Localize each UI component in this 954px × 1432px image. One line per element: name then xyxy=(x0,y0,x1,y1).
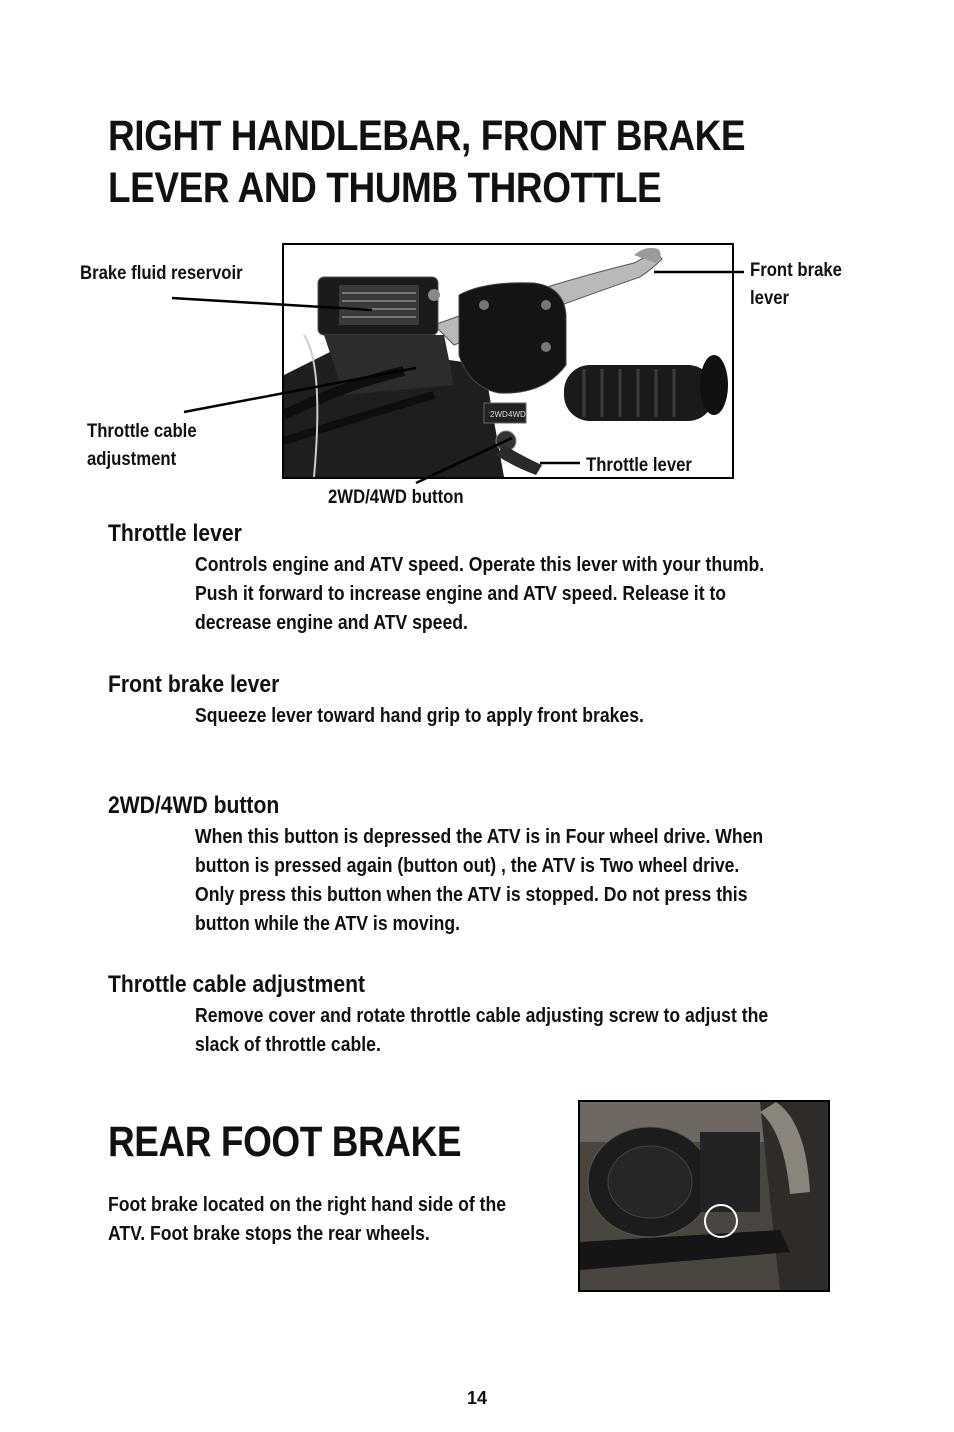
entry-heading-2wd-4wd-button: 2WD/4WD button xyxy=(108,792,280,819)
handlebar-illustration xyxy=(284,245,732,477)
section-title-line2: LEVER AND THUMB THROTTLE xyxy=(108,164,662,212)
callout-2wd-4wd-button: 2WD/4WD button xyxy=(328,487,464,508)
foot-brake-illustration xyxy=(580,1102,828,1290)
section-title-rear-foot-brake: REAR FOOT BRAKE xyxy=(108,1118,462,1166)
entry-heading-throttle-cable-adjustment: Throttle cable adjustment xyxy=(108,971,366,998)
photo-4wd-label: 4WD xyxy=(508,410,526,419)
section-title-line1: RIGHT HANDLEBAR, FRONT BRAKE xyxy=(108,112,746,160)
callout-throttle-cable-adjustment xyxy=(87,418,197,474)
rear-foot-brake-body xyxy=(108,1191,506,1249)
callout-throttle-lever: Throttle lever xyxy=(586,455,692,476)
entry-body-throttle-cable-adjustment xyxy=(195,1002,768,1060)
entry-body-front-brake-lever xyxy=(195,702,644,731)
entry-line: ATV. Foot brake stops the rear wheels. xyxy=(108,1223,430,1245)
entry-heading-front-brake-lever: Front brake lever xyxy=(108,671,280,698)
entry-body-2wd-4wd-button xyxy=(195,823,763,939)
foot-brake-photo xyxy=(578,1100,830,1292)
entry-line: Remove cover and rotate throttle cable adjusting screw to adjust the xyxy=(195,1005,769,1027)
entry-line: Only press this button when the ATV is stopped. Do not press this xyxy=(195,884,748,906)
page-number: 14 xyxy=(466,1388,488,1408)
entry-line: slack of throttle cable. xyxy=(195,1034,381,1056)
entry-line: Controls engine and ATV speed. Operate this lever with your thumb. xyxy=(195,554,765,576)
entry-line: decrease engine and ATV speed. xyxy=(195,612,468,634)
entry-line: Push it forward to increase engine and ATV speed. Release it to xyxy=(195,583,727,605)
callout-front-brake-lever-line1: Front brake xyxy=(750,260,842,281)
callout-brake-fluid-reservoir: Brake fluid reservoir xyxy=(80,263,243,284)
handlebar-photo xyxy=(282,243,734,479)
entry-line: When this button is depressed the ATV is in Four wheel drive. When xyxy=(195,826,764,848)
callout-front-brake-lever xyxy=(750,257,842,313)
entry-line: Squeeze lever toward hand grip to apply front brakes. xyxy=(195,705,644,727)
entry-line: button while the ATV is moving. xyxy=(195,913,460,935)
callout-throttle-cable-line2: adjustment xyxy=(87,449,177,470)
entry-heading-throttle-lever: Throttle lever xyxy=(108,520,242,547)
entry-line: Foot brake located on the right hand side of the xyxy=(108,1194,506,1216)
entry-body-throttle-lever xyxy=(195,551,764,638)
callout-front-brake-lever-line2: lever xyxy=(750,288,790,309)
entry-line: button is pressed again (button out) , the ATV is Two wheel drive. xyxy=(195,855,740,877)
callout-throttle-cable-line1: Throttle cable xyxy=(87,421,197,442)
photo-2wd-label: 2WD xyxy=(490,410,508,419)
